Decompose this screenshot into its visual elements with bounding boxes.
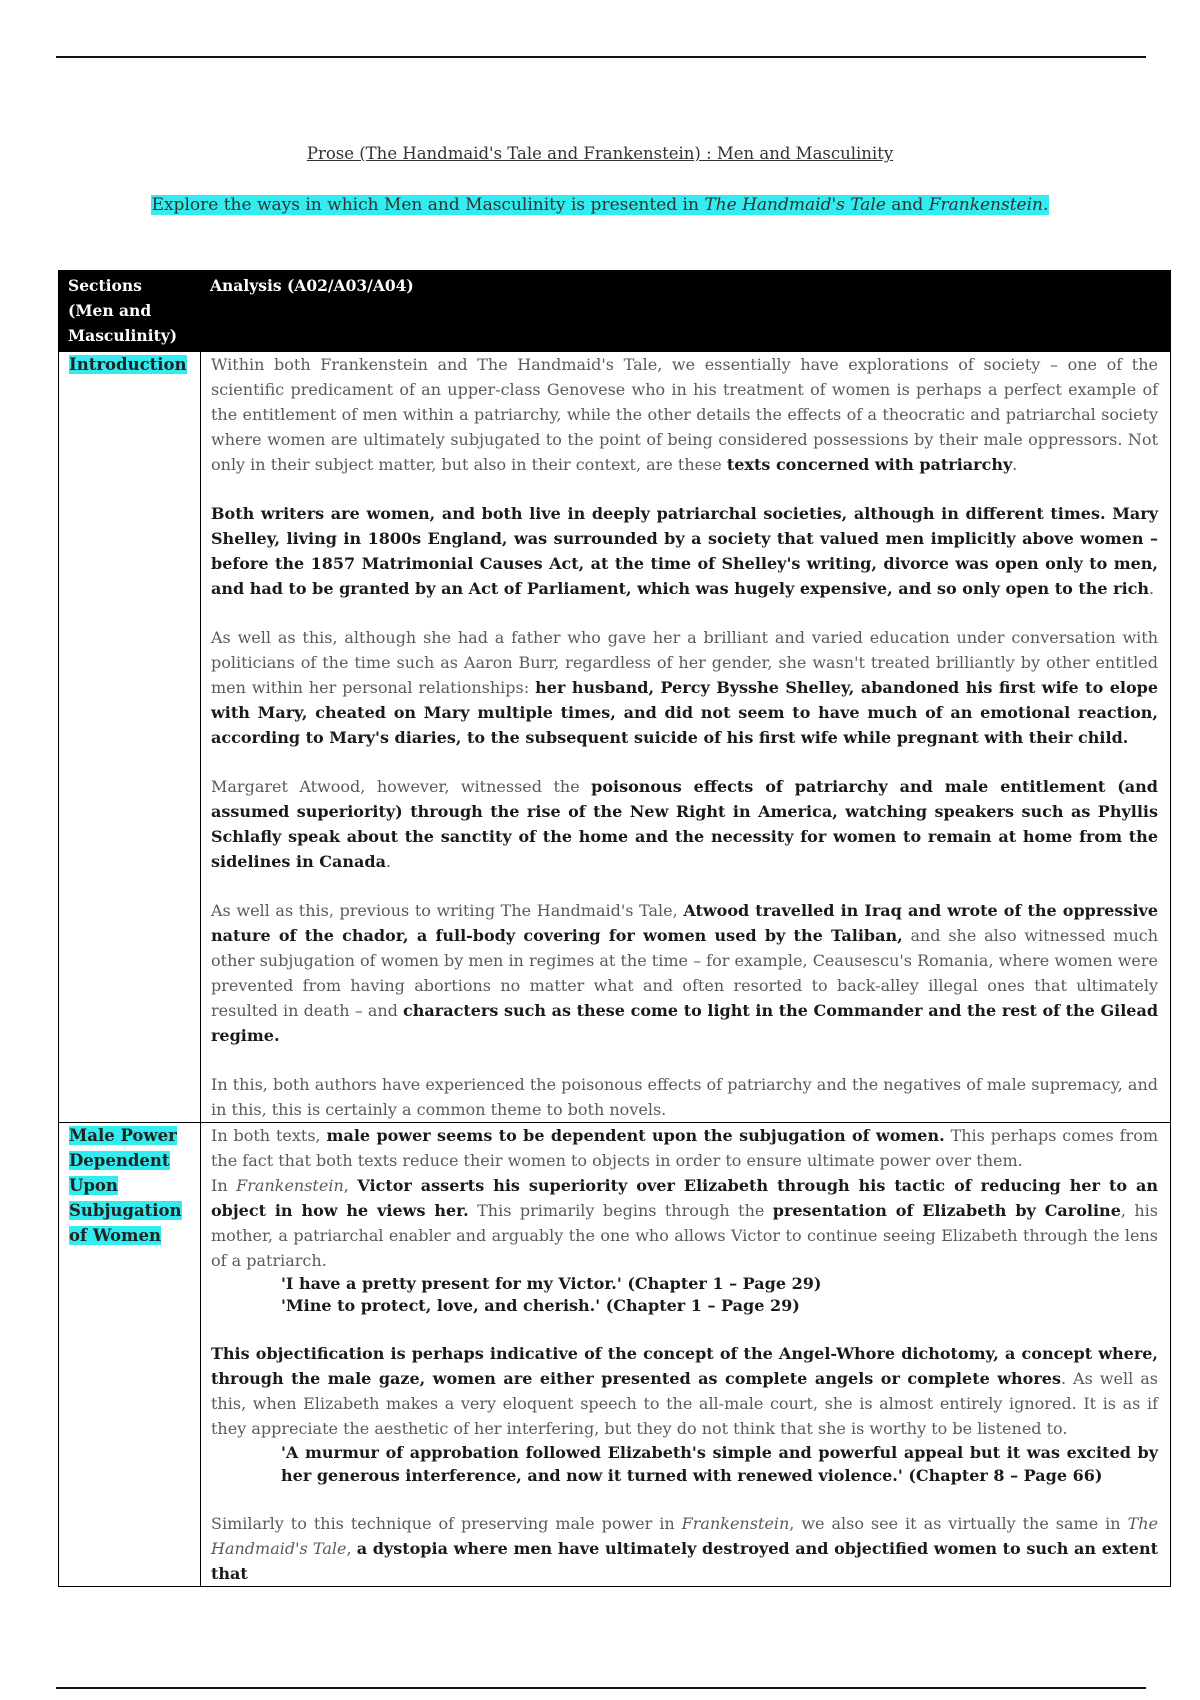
quote-present: 'I have a pretty present for my Victor.' (Chapter 1 – Page 29)	[281, 1274, 822, 1293]
document-title: Prose (The Handmaid's Tale and Frankenstein) : Men and Masculinity	[306, 144, 894, 163]
header-sections: Sections (Men and Masculinity)	[59, 271, 201, 352]
header-analysis: Analysis (A02/A03/A04)	[201, 271, 1171, 352]
top-rule	[56, 56, 1146, 58]
section-male-power: Male Power Dependent Upon Subjugation of Women	[59, 1123, 201, 1587]
analysis-introduction	[201, 352, 1171, 1123]
table-header-row	[59, 271, 1171, 352]
male-power-paragraph-4: Similarly to this technique of preserving male power in Frankenstein, we also see it as virtually the same in The Handmaid's Tale, a dystopia where men have ultimately destroyed and objectified women to such an extent that	[211, 1514, 1159, 1583]
bottom-rule	[56, 1687, 1146, 1689]
intro-paragraph-2: Both writers are women, and both live in deeply patriarchal societies, although in different times. Mary Shelley, living in 1800s England, was surrounded by a society that valued men implicitly above women – before the 1857 Matrimonial Causes Act, at the time of Shelley's writing, divorce was open only to men, and had to be granted by an Act of Parliament, which was hugely expensive, and so only open to the rich.	[211, 504, 1158, 598]
male-power-paragraph-2: In Frankenstein, Victor asserts his superiority over Elizabeth through his tactic of reducing her to an object in how he views her. This primarily begins through the presentation of Elizabeth by Caroline, his mother, a patriarchal enabler and arguably the one who allows Victor to continue seeing Elizabeth through the lens of a patriarch.	[211, 1176, 1159, 1270]
intro-paragraph-4: Margaret Atwood, however, witnessed the poisonous effects of patriarchy and male entitlement (and assumed superiority) through the rise of the New Right in America, watching speakers such as Phyllis Schlafly speak about the sanctity of the home and the necessity for women to remain at home from the sidelines in Canada.	[211, 777, 1158, 871]
table-row	[59, 352, 1171, 1123]
quote-murmur: 'A murmur of approbation followed Elizabeth's simple and powerful appeal but it was excited by her generous interference, and now it turned with renewed violence.' (Chapter 8 – Page 66)	[281, 1443, 1158, 1485]
intro-paragraph-1: Within both Frankenstein and The Handmaid's Tale, we essentially have explorations of society – one of the scientific predicament of an upper-class Genovese who in his treatment of women is perhaps a perfect example of the entitlement of men within a patriarchy, while the other details the effects of a theocratic and patriarchal society where women are ultimately subjugated to the point of being considered possessions by their male oppressors. Not only in their subject matter, but also in their context, are these texts concerned with patriarchy.	[211, 355, 1158, 474]
intro-paragraph-3: As well as this, although she had a father who gave her a brilliant and varied education under conversation with politicians of the time such as Aaron Burr, regardless of her gender, she wasn't treated brilliantly by other entitled men within her personal relationships: her husband, Percy Bysshe Shelley, abandoned his first wife to elope with Mary, cheated on Mary multiple times, and did not seem to have much of an emotional reaction, according to Mary's diaries, to the subsequent suicide of his first wife while pregnant with their child.	[211, 628, 1158, 747]
intro-paragraph-6: In this, both authors have experienced the poisonous effects of patriarchy and the negatives of male supremacy, and in this, this is certainly a common theme to both novels.	[211, 1075, 1158, 1119]
male-power-paragraph-3: This objectification is perhaps indicative of the concept of the Angel-Whore dichotomy, a concept where, through the male gaze, women are either presented as complete angels or complete whores. As well as this, when Elizabeth makes a very eloquent speech to the all-male court, she is almost entirely ignored. It is as if they appreciate the aesthetic of her interfering, but they do not think that she is worthy to be listened to.	[211, 1344, 1158, 1438]
analysis-male-power	[201, 1123, 1171, 1587]
essay-question: Explore the ways in which Men and Masculinity is presented in The Handmaid's Tale and Frankenstein.	[151, 195, 1049, 215]
section-introduction: Introduction	[59, 352, 201, 1123]
intro-paragraph-5: As well as this, previous to writing The Handmaid's Tale, Atwood travelled in Iraq and wrote of the oppressive nature of the chador, a full-body covering for women used by the Taliban, and she also witnessed much other subjugation of women by men in regimes at the time – for example, Ceausescu's Romania, where women were prevented from having abortions no matter what and often resorted to back-alley illegal ones that ultimately resulted in death – and characters such as these come to light in the Commander and the rest of the Gilead regime.	[211, 901, 1159, 1045]
quote-protect: 'Mine to protect, love, and cherish.' (Chapter 1 – Page 29)	[281, 1296, 800, 1315]
table-row	[59, 1123, 1171, 1587]
analysis-table	[58, 270, 1171, 1587]
male-power-paragraph-1: In both texts, male power seems to be dependent upon the subjugation of women. This perhaps comes from the fact that both texts reduce their women to objects in order to ensure ultimate power over them.	[211, 1126, 1159, 1170]
